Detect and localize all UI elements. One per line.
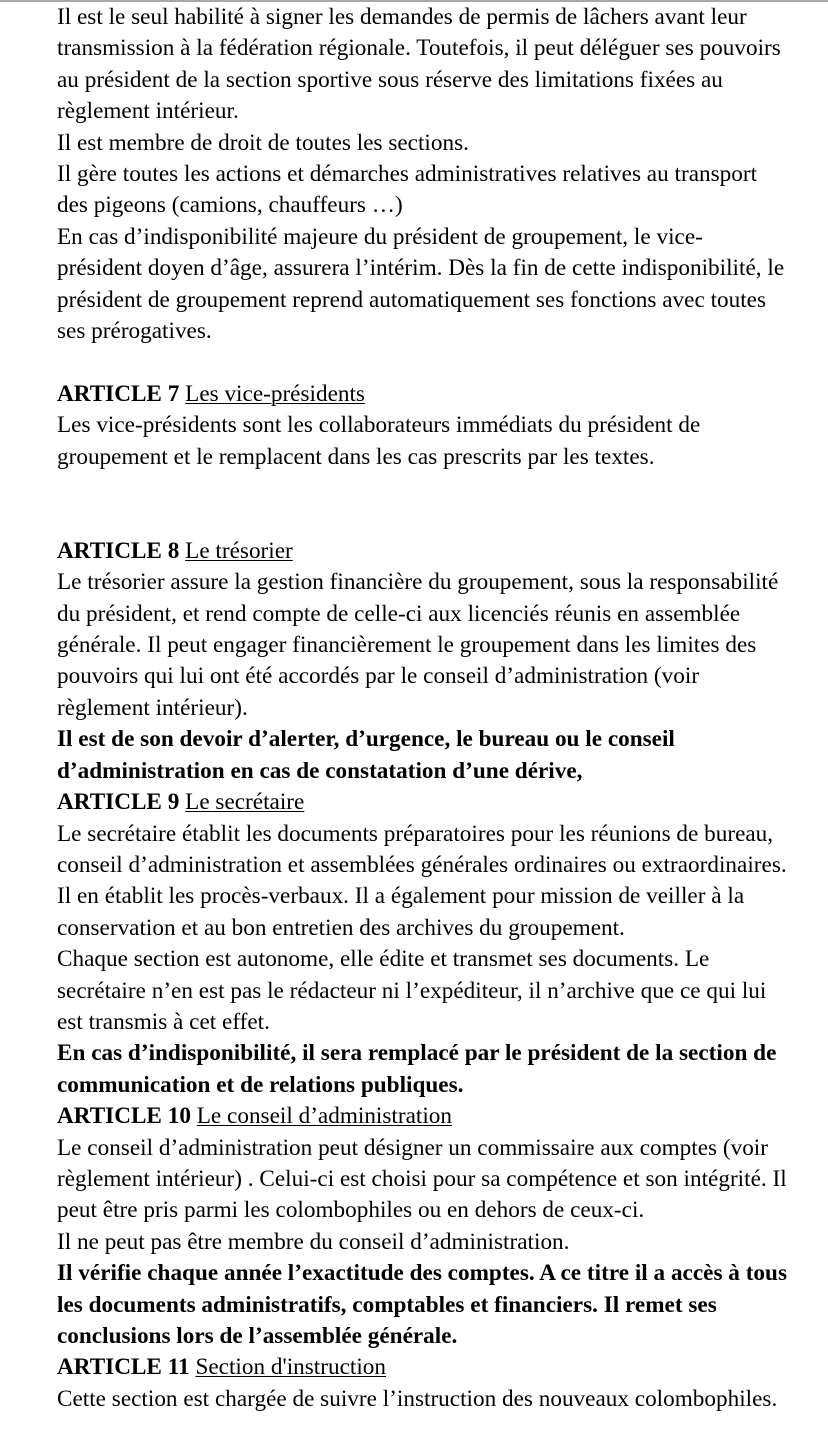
para-transport-pigeons: Il gère toutes les actions et démarches administratives relatives au transport des pigeons (camions, chauffeurs …) [57,161,758,219]
article-title-label: Les vice-présidents [185,380,365,407]
para-indisponibilite-president: En cas d’indisponibilité majeure du président de groupement, le vice-président doyen d’âge, assurera l’intérim. Dès la fin de cette indisponibilité, le président de groupement reprend automatiquement ses fonctions avec toutes ses prérogatives. [57,223,785,345]
article-number-label: ARTICLE 8 [57,537,180,564]
para-article-7-body: Les vice-présidents sont les collaborateurs immédiats du président de groupement et le remplacent dans les cas prescrits par les textes. [57,412,701,470]
para-article-9-body: Le secrétaire établit les documents préparatoires pour les réunions de bureau, conseil d’administration et assemblées générales ordinaires ou extraordinaires. Il en établit les procès-verbaux. Il a également pour mission de veiller à la conservation et au bon entretien des archives du groupement. [57,820,787,941]
para-pouvoirs-signature: Il est le seul habilité à signer les demandes de permis de lâchers avant leur transmission à la fédération régionale. Toutefois, il peut déléguer ses pouvoirs au président de la section sportive sous réserve des limitations fixées au règlement intérieur. [57,4,781,125]
article-title-label: Le conseil d’administration [196,1103,453,1130]
para-remplacement-secretaire: En cas d’indisponibilité, il sera remplacé par le président de la section de communication et de relations publiques. [57,1040,777,1098]
blank-line-before-article-7 [57,347,787,378]
heading-article-7 [57,379,787,410]
heading-article-9 [57,787,787,818]
para-article-11-body: Cette section est chargée de suivre l’instruction des nouveaux colombophiles. [57,1385,778,1412]
heading-article-8 [57,536,787,567]
article-number-label: ARTICLE 9 [57,789,180,816]
para-article-8-body: Le trésorier assure la gestion financière du groupement, sous la responsabilité du président, et rend compte de celle-ci aux licenciés réunis en assemblée générale. Il peut engager financièrement le groupement dans les limites des pouvoirs qui lui ont été accordés par le conseil d’administration (voir règlement intérieur). [57,569,779,721]
article-title-label: Le trésorier [185,537,293,564]
blank-line-after-article-7 [57,473,787,504]
document-text-body [57,2,787,1415]
blank-line-before-article-8 [57,504,787,535]
para-membre-de-droit: Il est membre de droit de toutes les sections. [57,129,469,156]
article-number-label: ARTICLE 7 [57,380,180,407]
heading-article-11 [57,1352,787,1383]
article-title-label: Le secrétaire [185,789,305,816]
article-number-label: ARTICLE 11 [57,1354,190,1381]
para-devoir-alerter: Il est de son devoir d’alerter, d’urgence, le bureau ou le conseil d’administration en cas de constatation d’une dérive, [57,726,675,784]
para-non-membre-ca: Il ne peut pas être membre du conseil d’administration. [57,1228,570,1255]
heading-article-10 [57,1101,787,1132]
para-verification-comptes: Il vérifie chaque année l’exactitude des comptes. A ce titre il a accès à tous les documents administratifs, comptables et financiers. Il remet ses conclusions lors de l’assemblée générale. [57,1260,787,1350]
article-number-label: ARTICLE 10 [57,1103,191,1130]
para-section-autonome: Chaque section est autonome, elle édite et transmet ses documents. Le secrétaire n’en est pas le rédacteur ni l’expéditeur, il n’archive que ce qui lui est transmis à cet effet. [57,946,767,1035]
article-title-label: Section d'instruction [195,1354,386,1381]
para-commissaire-aux-comptes: Le conseil d’administration peut désigner un commissaire aux comptes (voir règlement intérieur) . Celui-ci est choisi pour sa compétence et son intégrité. Il peut être pris parmi les colombophiles ou en dehors de ceux-ci. [57,1134,787,1224]
